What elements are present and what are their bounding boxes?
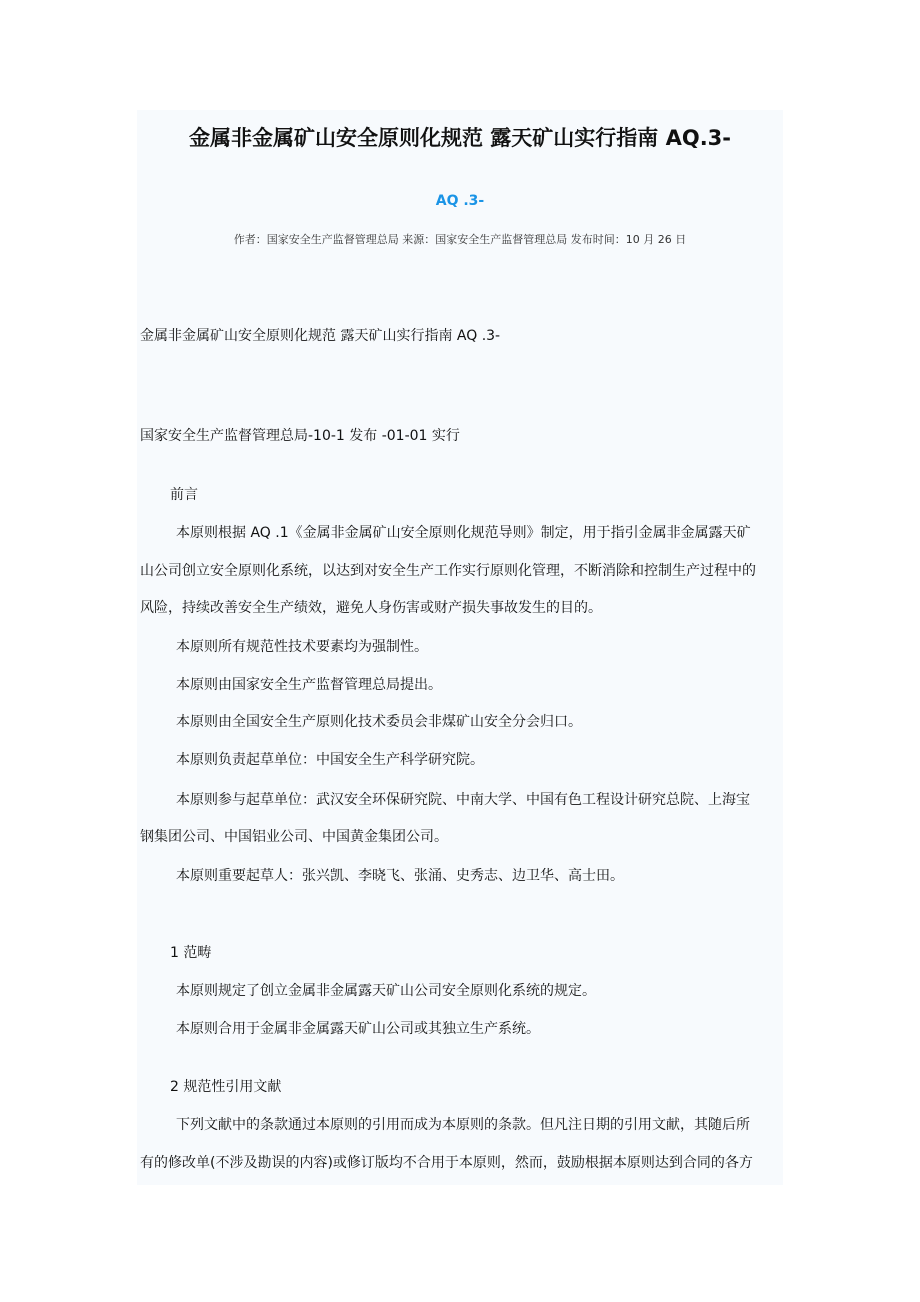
section-heading: 2 规范性引用文献 [170, 1079, 282, 1095]
issue-line: 国家安全生产监督管理总局-10-1 发布 -01-01 实行 [140, 428, 460, 444]
subtitle: AQ .3- [435, 193, 485, 209]
section-heading: 1 范畴 [170, 945, 212, 961]
paragraph-line: 本原则重要起草人：张兴凯、李晓飞、张涌、史秀志、边卫华、高士田。 [176, 868, 624, 884]
paragraph-line: 本原则合用于金属非金属露天矿山公司或其独立生产系统。 [176, 1021, 540, 1037]
paragraph-line: 本原则由国家安全生产监督管理总局提出。 [176, 677, 442, 693]
paragraph-line: 下列文献中的条款通过本原则的引用而成为本原则的条款。但凡注日期的引用文献，其随后所 [176, 1117, 750, 1133]
paragraph-line: 本原则根据 AQ .1《金属非金属矿山安全原则化规范导则》制定，用于指引金属非金属露天矿 [176, 525, 751, 541]
paragraph-line: 本原则参与起草单位：武汉安全环保研究院、中南大学、中国有色工程设计研究总院、上海宝 [176, 792, 750, 808]
paragraph-line: 有的修改单(不涉及勘误的内容)或修订版均不合用于本原则，然而，鼓励根据本原则达到合同的各方 [140, 1155, 753, 1171]
article-meta: 作者：国家安全生产监督管理总局 来源：国家安全生产监督管理总局 发布时间：10 月 26 日 [233, 233, 687, 246]
paragraph-line: 本原则由全国安全生产原则化技术委员会非煤矿山安全分会归口。 [176, 714, 582, 730]
section-foreword: 前言 [170, 487, 198, 503]
page-title: 金属非金属矿山安全原则化规范 露天矿山实行指南 AQ.3- [188, 126, 732, 150]
paragraph-line: 本原则规定了创立金属非金属露天矿山公司安全原则化系统的规定。 [176, 983, 596, 999]
paragraph-line: 钢集团公司、中国铝业公司、中国黄金集团公司。 [140, 829, 448, 845]
paragraph-line: 本原则负责起草单位：中国安全生产科学研究院。 [176, 752, 484, 768]
doc-heading: 金属非金属矿山安全原则化规范 露天矿山实行指南 AQ .3- [140, 328, 501, 344]
paragraph-line: 山公司创立安全原则化系统，以达到对安全生产工作实行原则化管理，不断消除和控制生产过程中的 [140, 563, 756, 579]
paragraph-line: 风险，持续改善安全生产绩效，避免人身伤害或财产损失事故发生的目的。 [140, 600, 602, 616]
paragraph-line: 本原则所有规范性技术要素均为强制性。 [176, 639, 428, 655]
